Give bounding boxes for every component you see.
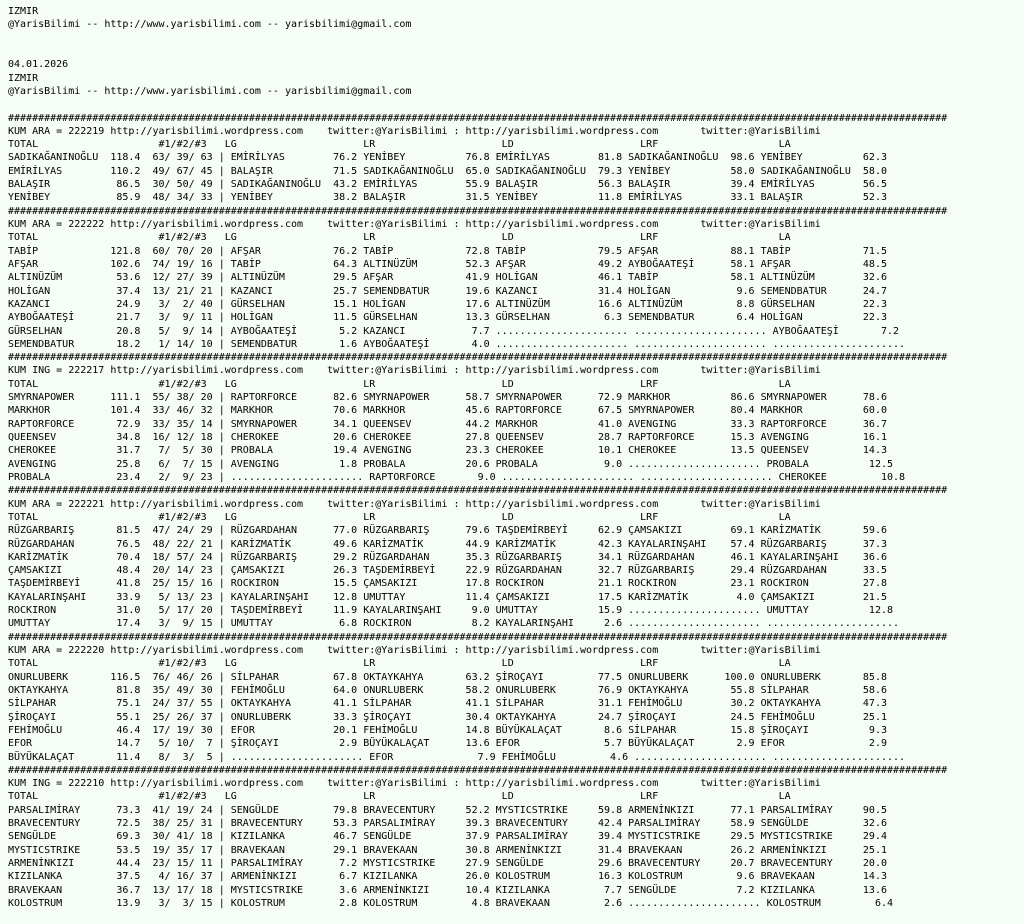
text-line [8, 910, 1024, 923]
text-line [8, 32, 1024, 45]
text-line: SEMENDBATUR 18.2 1/ 14/ 10 | SEMENDBATUR 1.6 AYBOĞAATEŞİ 4.0 ...................... ...................... ...................... [8, 338, 906, 350]
text-line: KUM ARA = 222219 http://yarisbilimi.wordpress.com twitter:@YarisBilimi : http://yarisbilimi.wordpress.com twitter:@YarisBilimi [8, 125, 821, 137]
text-line: AFŞAR 102.6 74/ 19/ 16 | TABİP 64.3 ALTINÜZÜM 52.3 AFŞAR 49.2 AYBOĞAATEŞİ 58.1 AFŞAR 48.5 [8, 258, 887, 270]
text-line: ROCKIRON 31.0 5/ 17/ 20 | TAŞDEMİRBEYİ 11.9 KAYALARINŞAHI 9.0 UMUTTAY 15.9 ...................... UMUTTAY 12.8 [8, 605, 894, 617]
text-line: UMUTTAY 17.4 3/ 9/ 15 | UMUTTAY 6.8 ROCKIRON 8.2 KAYALARINŞAHI 2.6 ...................... ...................... [8, 618, 900, 630]
text-line: KIZILANKA 37.5 4/ 16/ 37 | ARMENİNKIZI 6.7 KIZILANKA 26.0 KOLOSTRUM 16.3 KOLOSTRUM 9.6 BRAVEKAAN 14.3 [8, 871, 887, 883]
text-line: FEHİMOĞLU 46.4 17/ 19/ 30 | EFOR 20.1 FEHİMOĞLU 14.8 BÜYÜKALAÇAT 8.6 SİLPAHAR 15.8 ŞİROÇAYI 9.3 [8, 724, 887, 736]
text-line: ONURLUBERK 116.5 76/ 46/ 26 | SİLPAHAR 67.8 OKTAYKAHYA 63.2 ŞİROÇAYI 77.5 ONURLUBERK 100.0 ONURLUBERK 85.8 [8, 671, 887, 683]
text-line: TAŞDEMİRBEYİ 41.8 25/ 15/ 16 | ROCKIRON 15.5 ÇAMSAKIZI 17.8 ROCKIRON 21.1 ROCKIRON 23.1 ROCKIRON 27.8 [8, 578, 887, 590]
text-line: ALTINÜZÜM 53.6 12/ 27/ 39 | ALTINÜZÜM 29.5 AFŞAR 41.9 HOLİGAN 46.1 TABİP 58.1 ALTINÜZÜM 32.6 [8, 272, 887, 284]
text-line: CHEROKEE 31.7 7/ 5/ 30 | PROBALA 19.4 AVENGING 23.3 CHEROKEE 10.1 CHEROKEE 13.5 QUEENSEV 14.3 [8, 445, 887, 457]
text-line: @YarisBilimi -- http://www.yarisbilimi.com -- yarisbilimi@gmail.com [8, 19, 412, 31]
text-line: TOTAL #1/#2/#3 LG LR LD LRF LA [8, 378, 791, 390]
text-line: 04.01.2026 [8, 59, 69, 71]
text-line: EFOR 14.7 5/ 10/ 7 | ŞİROÇAYI 2.9 BÜYÜKALAÇAT 13.6 EFOR 5.7 BÜYÜKALAÇAT 2.9 EFOR 2.9 [8, 738, 887, 750]
text-line [8, 98, 1024, 111]
text-line: ############################################################################################################################################################ [8, 352, 948, 364]
text-line: PARSALIMİRAY 73.3 41/ 19/ 24 | SENGÜLDE 79.8 BRAVECENTURY 52.2 MYSTICSTRIKE 59.8 ARMENİNKIZI 77.1 PARSALIMİRAY 90.5 [8, 804, 887, 816]
text-line: SADIKAĞANINOĞLU 118.4 63/ 39/ 63 | EMİRİLYAS 76.2 YENİBEY 76.8 EMİRİLYAS 81.8 SADIKAĞANINOĞLU 98.6 YENİBEY 62.3 [8, 152, 887, 164]
text-line: MARKHOR 101.4 33/ 46/ 32 | MARKHOR 70.6 MARKHOR 45.6 RAPTORFORCE 67.5 SMYRNAPOWER 80.4 MARKHOR 60.0 [8, 405, 887, 417]
text-line: ############################################################################################################################################################ [8, 631, 948, 643]
text-line [8, 45, 1024, 58]
text-line: ############################################################################################################################################################ [8, 205, 948, 217]
text-line: TABİP 121.8 60/ 70/ 20 | AFŞAR 76.2 TABİP 72.8 TABİP 79.5 AFŞAR 88.1 TABİP 71.5 [8, 245, 887, 257]
text-line: QUEENSEV 34.8 16/ 12/ 18 | CHEROKEE 20.6 CHEROKEE 27.8 QUEENSEV 28.7 RAPTORFORCE 15.3 AVENGING 16.1 [8, 432, 887, 443]
text-line: RAPTORFORCE 72.9 33/ 35/ 14 | SMYRNAPOWER 34.1 QUEENSEV 44.2 MARKHOR 41.0 AVENGING 33.3 RAPTORFORCE 36.7 [8, 418, 887, 430]
text-line: HOLİGAN 37.4 13/ 21/ 21 | KAZANCI 25.7 SEMENDBATUR 19.6 KAZANCI 31.4 HOLİGAN 9.6 SEMENDBATUR 24.7 [8, 285, 887, 297]
text-line: TOTAL #1/#2/#3 LG LR LD LRF LA [8, 511, 791, 523]
text-line: SENGÜLDE 69.3 30/ 41/ 18 | KIZILANKA 46.7 SENGÜLDE 37.9 PARSALIMİRAY 39.4 MYSTICSTRIKE 29.5 MYSTICSTRIKE 29.4 [8, 831, 887, 843]
text-line: KUM ARA = 222221 http://yarisbilimi.wordpress.com twitter:@YarisBilimi : http://yarisbilimi.wordpress.com twitter:@YarisBilimi [8, 498, 821, 510]
text-line: ############################################################################################################################################################ [8, 112, 948, 124]
text-line: EMİRİLYAS 110.2 49/ 67/ 45 | BALAŞIR 71.5 SADIKAĞANINOĞLU 65.0 SADIKAĞANINOĞLU 79.3 YENİBEY 58.0 SADIKAĞANINOĞLU 58.0 [8, 165, 887, 177]
text-line: ŞİROÇAYI 55.1 25/ 26/ 37 | ONURLUBERK 33.3 ŞİROÇAYI 30.4 OKTAYKAHYA 24.7 ŞİROÇAYI 24.5 FEHİMOĞLU 25.1 [8, 711, 887, 723]
text-line: BRAVECENTURY 72.5 38/ 25/ 31 | BRAVECENTURY 53.3 PARSALIMİRAY 39.3 BRAVECENTURY 42.4 PARSALIMİRAY 58.9 SENGÜLDE 32.6 [8, 818, 887, 830]
text-line: ############################################################################################################################################################ [8, 764, 948, 776]
text-line: SİLPAHAR 75.1 24/ 37/ 55 | OKTAYKAHYA 41.1 SİLPAHAR 41.1 SİLPAHAR 31.1 FEHİMOĞLU 30.2 OKTAYKAHYA 47.3 [8, 698, 887, 710]
text-line: OKTAYKAHYA 81.8 35/ 49/ 30 | FEHİMOĞLU 64.0 ONURLUBERK 58.2 ONURLUBERK 76.9 OKTAYKAHYA 55.8 SİLPAHAR 58.6 [8, 684, 887, 696]
text-line: KUM ARA = 222220 http://yarisbilimi.wordpress.com twitter:@YarisBilimi : http://yarisbilimi.wordpress.com twitter:@YarisBilimi [8, 645, 821, 656]
text-line: KUM ARA = 222222 http://yarisbilimi.wordpress.com twitter:@YarisBilimi : http://yarisbilimi.wordpress.com twitter:@YarisBilimi [8, 219, 821, 230]
text-line: RÜZGARBARIŞ 81.5 47/ 24/ 29 | RÜZGARDAHAN 77.0 RÜZGARBARIŞ 79.6 TAŞDEMİRBEYİ 62.9 ÇAMSAKIZI 69.1 KARİZMATİK 59.6 [8, 525, 887, 537]
text-line: BÜYÜKALAÇAT 11.4 8/ 3/ 5 | ...................... EFOR 7.9 FEHİMOĞLU 4.6 ...................... ...................... [8, 751, 906, 763]
text-line: MYSTICSTRIKE 53.5 19/ 35/ 17 | BRAVEKAAN 29.1 BRAVEKAAN 30.8 ARMENİNKIZI 31.4 BRAVEKAAN 26.2 ARMENİNKIZI 25.1 [8, 844, 887, 856]
text-line: ARMENİNKIZI 44.4 23/ 15/ 11 | PARSALIMİRAY 7.2 MYSTICSTRIKE 27.9 SENGÜLDE 29.6 BRAVECENTURY 20.7 BRAVECENTURY 20.0 [8, 858, 887, 869]
text-line: PROBALA 23.4 2/ 9/ 23 | ...................... RAPTORFORCE 9.0 ...................... ...................... CHEROKEE 10.8 [8, 471, 906, 483]
text-line: IZMIR [8, 72, 39, 84]
text-line: SMYRNAPOWER 111.1 55/ 38/ 20 | RAPTORFORCE 82.6 SMYRNAPOWER 58.7 SMYRNAPOWER 72.9 MARKHOR 86.6 SMYRNAPOWER 78.6 [8, 392, 887, 404]
text-line: TOTAL #1/#2/#3 LG LR LD LRF LA [8, 139, 791, 151]
text-line: ############################################################################################################################################################ [8, 485, 948, 497]
text-line: AVENGING 25.8 6/ 7/ 15 | AVENGING 1.8 PROBALA 20.6 PROBALA 9.0 ...................... PROBALA 12.5 [8, 458, 894, 470]
text-line: KAYALARINŞAHI 33.9 5/ 13/ 23 | KAYALARINŞAHI 12.8 UMUTTAY 11.4 ÇAMSAKIZI 17.5 KARİZMATİK 4.0 ÇAMSAKIZI 21.5 [8, 591, 887, 603]
text-line: KAZANCI 24.9 3/ 2/ 40 | GÜRSELHAN 15.1 HOLİGAN 17.6 ALTINÜZÜM 16.6 ALTINÜZÜM 8.8 GÜRSELHAN 22.3 [8, 298, 887, 310]
text-line: RÜZGARDAHAN 76.5 48/ 22/ 21 | KARİZMATİK 49.6 KARİZMATİK 44.9 KARİZMATİK 42.3 KAYALARINŞAHI 57.4 RÜZGARBARIŞ 37.3 [8, 538, 887, 550]
text-line: @YarisBilimi -- http://www.yarisbilimi.com -- yarisbilimi@gmail.com [8, 85, 412, 97]
text-line: YENİBEY 85.9 48/ 34/ 33 | YENİBEY 38.2 BALAŞIR 31.5 YENİBEY 11.8 EMİRİLYAS 33.1 BALAŞIR 52.3 [8, 192, 887, 204]
text-line: TOTAL #1/#2/#3 LG LR LD LRF LA [8, 658, 791, 670]
text-line: TOTAL #1/#2/#3 LG LR LD LRF LA [8, 232, 791, 244]
text-line: GÜRSELHAN 20.8 5/ 9/ 14 | AYBOĞAATEŞİ 5.2 KAZANCI 7.7 ...................... ...................... AYBOĞAATEŞİ 7.2 [8, 325, 900, 337]
text-line: IZMIR [8, 6, 39, 17]
text-line: BALAŞIR 86.5 30/ 50/ 49 | SADIKAĞANINOĞLU 43.2 EMİRİLYAS 55.9 BALAŞIR 56.3 BALAŞIR 39.4 EMİRİLYAS 56.5 [8, 179, 887, 191]
text-line: TOTAL #1/#2/#3 LG LR LD LRF LA [8, 791, 791, 803]
text-line: KUM ING = 222210 http://yarisbilimi.wordpress.com twitter:@YarisBilimi : http://yarisbilimi.wordpress.com twitter:@YarisBilimi [8, 778, 821, 790]
text-line: KUM ING = 222217 http://yarisbilimi.wordpress.com twitter:@YarisBilimi : http://yarisbilimi.wordpress.com twitter:@YarisBilimi [8, 365, 821, 377]
text-line: AYBOĞAATEŞİ 21.7 3/ 9/ 11 | HOLİGAN 11.5 GÜRSELHAN 13.3 GÜRSELHAN 6.3 SEMENDBATUR 6.4 HOLİGAN 22.3 [8, 312, 887, 324]
text-line: ÇAMSAKIZI 48.4 20/ 14/ 23 | ÇAMSAKIZI 26.3 TAŞDEMİRBEYİ 22.9 RÜZGARDAHAN 32.7 RÜZGARBARIŞ 29.4 RÜZGARDAHAN 33.5 [8, 565, 887, 577]
text-line: BRAVEKAAN 36.7 13/ 17/ 18 | MYSTICSTRIKE 3.6 ARMENİNKIZI 10.4 KIZILANKA 7.7 SENGÜLDE 7.2 KIZILANKA 13.6 [8, 884, 887, 896]
text-line: KOLOSTRUM 13.9 3/ 3/ 15 | KOLOSTRUM 2.8 KOLOSTRUM 4.8 BRAVEKAAN 2.6 ...................... KOLOSTRUM 6.4 [8, 897, 894, 909]
text-line: KARİZMATİK 70.4 18/ 57/ 24 | RÜZGARBARIŞ 29.2 RÜZGARDAHAN 35.3 RÜZGARBARIŞ 34.1 RÜZGARDAHAN 46.1 KAYALARINŞAHI 36.6 [8, 551, 887, 563]
